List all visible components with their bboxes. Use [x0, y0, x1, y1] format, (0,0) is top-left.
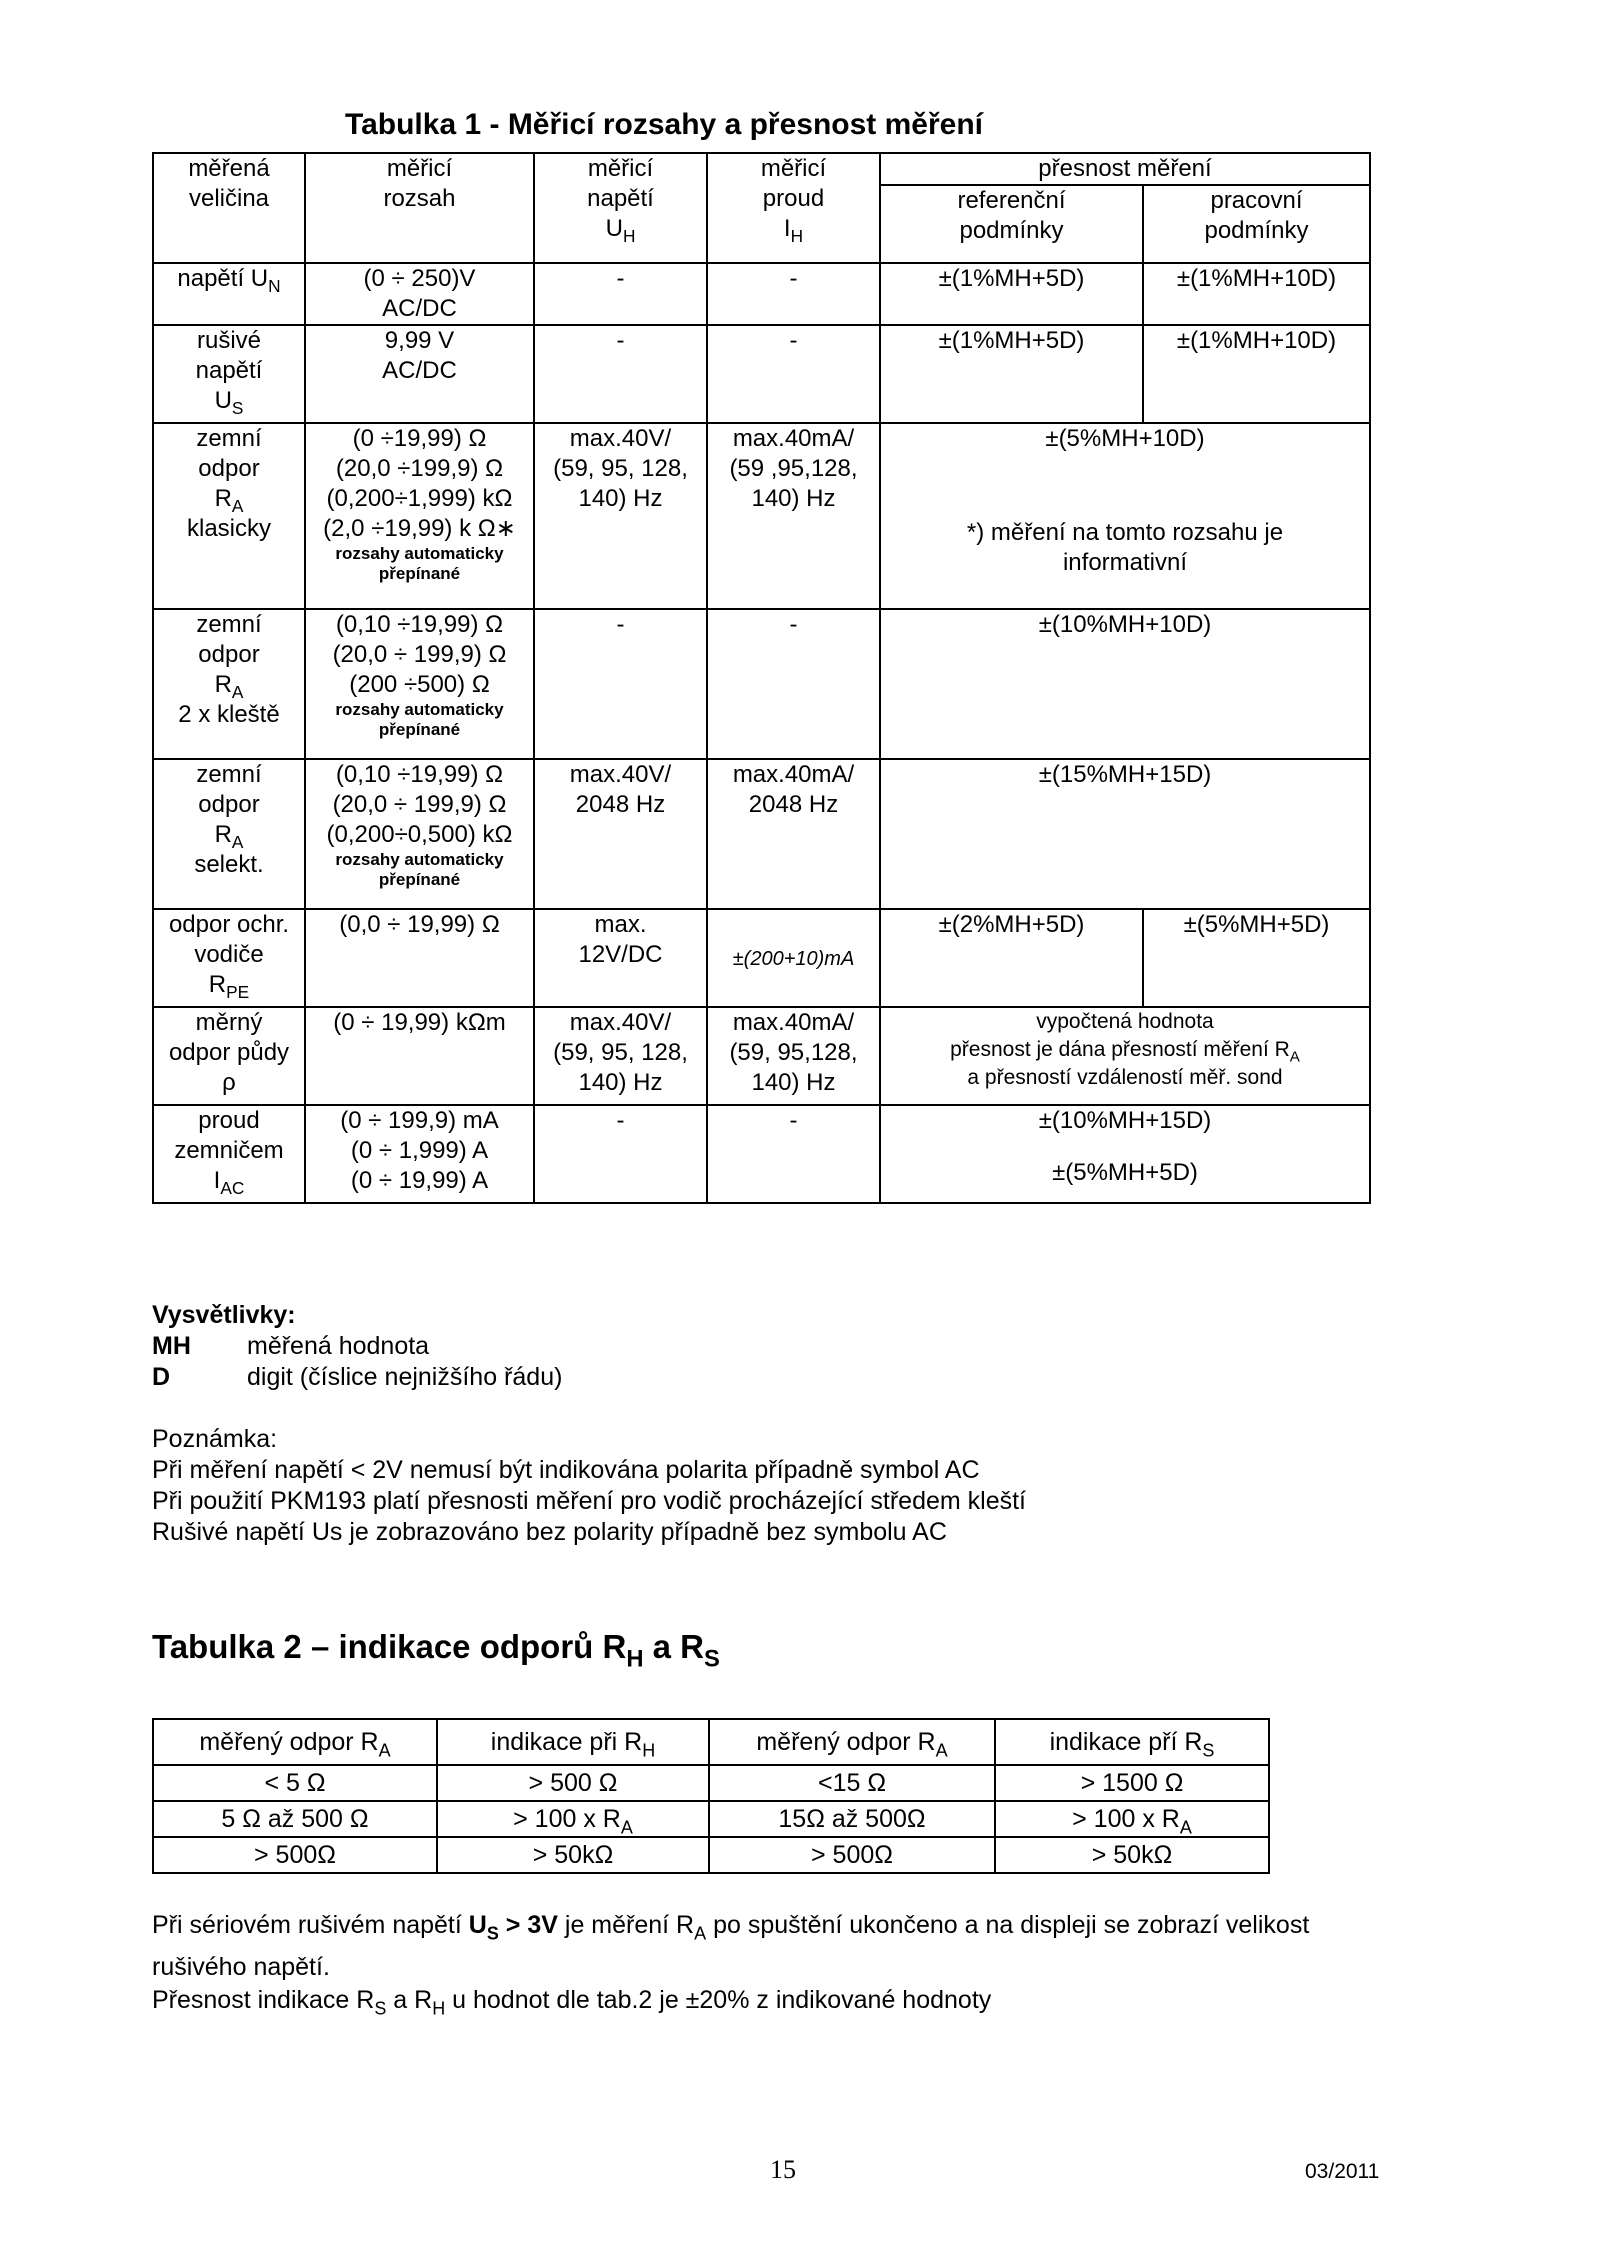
table1-title: Tabulka 1 - Měřicí rozsahy a přesnost měření: [345, 108, 983, 141]
table2-cell: > 500Ω: [153, 1837, 437, 1873]
table2-cell: 5 Ω až 500 Ω: [153, 1801, 437, 1837]
row-accuracy: ±(10%MH+10D): [880, 609, 1370, 759]
table1-header-row: [153, 153, 1370, 185]
table2-cell: > 100 x $R_A$: [995, 1801, 1269, 1837]
table-row: [153, 1765, 1269, 1801]
row-range: (0 ÷ 199,9) mA (0 ÷ 1,999) A (0 ÷ 19,99) A: [305, 1105, 534, 1203]
row-ref-accuracy: ±(2%MH+5D): [880, 909, 1143, 1007]
note-line: Při měření napětí < 2V nemusí být indikována polarita případně symbol AC: [152, 1456, 980, 1484]
header-current: měřicí proud $I_H$: [707, 153, 880, 263]
row-quantity: zemní odpor $R_A$ klasicky: [153, 423, 305, 609]
table-row: [153, 325, 1370, 423]
row-voltage: max.40V/ (59, 95, 128, 140) Hz: [534, 1007, 707, 1105]
table1: [152, 152, 1371, 1204]
table-row: [153, 423, 1370, 609]
row-quantity: zemní odpor $R_A$ 2 x kleště: [153, 609, 305, 759]
note-line: Při použití PKM193 platí přesnosti měření pro vodič procházející středem kleští: [152, 1487, 1026, 1515]
table-row: [153, 1837, 1269, 1873]
row-ref-accuracy: ±(1%MH+5D): [880, 325, 1143, 423]
table2-cell: < 5 Ω: [153, 1765, 437, 1801]
header-ref-conditions: referenční podmínky: [880, 185, 1143, 263]
header-accuracy: přesnost měření: [880, 153, 1370, 185]
row-range: (0,10 ÷19,99) Ω (20,0 ÷ 199,9) Ω (0,200÷0,500) kΩ rozsahy automaticky přepínané: [305, 759, 534, 909]
row-current: -: [707, 263, 880, 325]
row-voltage: max.40V/ 2048 Hz: [534, 759, 707, 909]
legend-item: MH měřená hodnota: [152, 1332, 430, 1360]
table2-cell: > 100 x $R_A$: [437, 1801, 709, 1837]
row-current: -: [707, 609, 880, 759]
row-voltage: max. 12V/DC: [534, 909, 707, 1007]
table-row: [153, 609, 1370, 759]
table2-cell: <15 Ω: [709, 1765, 995, 1801]
row-range: 9,99 V AC/DC: [305, 325, 534, 423]
note-line: Rušivé napětí Us je zobrazováno bez polarity případně bez symbolu AC: [152, 1518, 947, 1546]
table2: [152, 1718, 1270, 1874]
table2-cell: > 50kΩ: [995, 1837, 1269, 1873]
row-voltage: -: [534, 609, 707, 759]
table2-cell: > 50kΩ: [437, 1837, 709, 1873]
row-current: max.40mA/ (59, 95,128, 140) Hz: [707, 1007, 880, 1105]
table-row: [153, 1801, 1269, 1837]
row-current: max.40mA/ (59 ,95,128, 140) Hz: [707, 423, 880, 609]
row-range: (0 ÷19,99) Ω (20,0 ÷199,9) Ω (0,200÷1,999) kΩ (2,0 ÷19,99) k Ω∗ rozsahy automaticky přepínané: [305, 423, 534, 609]
row-work-accuracy: ±(5%MH+5D): [1143, 909, 1370, 1007]
table-row: [153, 759, 1370, 909]
table2-header-row: [153, 1719, 1269, 1765]
row-voltage: max.40V/ (59, 95, 128, 140) Hz: [534, 423, 707, 609]
row-range: (0 ÷ 19,99) kΩm: [305, 1007, 534, 1105]
row-current: ±(200+10)mA: [707, 909, 880, 1007]
table2-header-cell: měřený odpor $R_A$: [709, 1719, 995, 1765]
row-current: -: [707, 325, 880, 423]
row-range: (0 ÷ 250)V AC/DC: [305, 263, 534, 325]
table2-header-cell: indikace pří $R_S$: [995, 1719, 1269, 1765]
table-row: [153, 909, 1370, 1007]
row-quantity: rušivé napětí $U_S$: [153, 325, 305, 423]
table2-header-cell: měřený odpor $R_A$: [153, 1719, 437, 1765]
table2-cell: > 500Ω: [709, 1837, 995, 1873]
row-current: -: [707, 1105, 880, 1203]
page-number: 15: [770, 2155, 796, 2184]
row-quantity: napětí $U_N$: [153, 263, 305, 325]
header-range: měřicí rozsah: [305, 153, 534, 263]
row-accuracy: ±(15%MH+15D): [880, 759, 1370, 909]
row-work-accuracy: ±(1%MH+10D): [1143, 263, 1370, 325]
table-row: [153, 263, 1370, 325]
row-work-accuracy: ±(1%MH+10D): [1143, 325, 1370, 423]
row-voltage: -: [534, 325, 707, 423]
row-accuracy: vypočtená hodnota přesnost je dána přesností měření $R_A$ a přesností vzdáleností měř. sond: [880, 1007, 1370, 1105]
row-accuracy: ±(10%MH+15D) ±(5%MH+5D): [880, 1105, 1370, 1203]
row-accuracy: ±(5%MH+10D) *) měření na tomto rozsahu je informativní: [880, 423, 1370, 609]
table2-header-cell: indikace při $R_H$: [437, 1719, 709, 1765]
header-voltage: měřicí napětí $U_H$: [534, 153, 707, 263]
row-quantity: proud zemničem $I_{AC}$: [153, 1105, 305, 1203]
table-row: [153, 1007, 1370, 1105]
row-quantity: zemní odpor $R_A$ selekt.: [153, 759, 305, 909]
row-quantity: odpor ochr. vodiče $R_{PE}$: [153, 909, 305, 1007]
legend-title: Vysvětlivky:: [152, 1301, 296, 1329]
table2-cell: 15Ω až 500Ω: [709, 1801, 995, 1837]
table2-cell: > 500 Ω: [437, 1765, 709, 1801]
paragraph-line: rušivého napětí.: [152, 1953, 330, 1981]
row-voltage: -: [534, 263, 707, 325]
notes-title: Poznámka:: [152, 1425, 278, 1453]
row-range: (0,10 ÷19,99) Ω (20,0 ÷ 199,9) Ω (200 ÷500) Ω rozsahy automaticky přepínané: [305, 609, 534, 759]
row-ref-accuracy: ±(1%MH+5D): [880, 263, 1143, 325]
row-quantity: měrný odpor půdy ρ: [153, 1007, 305, 1105]
legend-item: D digit (číslice nejnižšího řádu): [152, 1363, 563, 1391]
row-current: max.40mA/ 2048 Hz: [707, 759, 880, 909]
row-voltage: -: [534, 1105, 707, 1203]
header-quantity: měřená veličina: [153, 153, 305, 263]
paragraph-series-interference: Při sériovém rušivém napětí $U_S > 3V$ je měření $R_A$ po spuštění ukončeno a na displeji se zobrazí velikost: [152, 1911, 1310, 1944]
table2-cell: > 1500 Ω: [995, 1765, 1269, 1801]
table2-title: Tabulka 2 – indikace odporů $R_H$ a $R_S$: [152, 1628, 720, 1673]
paragraph-accuracy: Přesnost indikace $R_S$ a $R_H$ u hodnot dle tab.2 je ±20% z indikované hodnoty: [152, 1986, 992, 2019]
table-row: [153, 1105, 1370, 1203]
page-date: 03/2011: [1305, 2160, 1380, 2183]
row-range: (0,0 ÷ 19,99) Ω: [305, 909, 534, 1007]
header-work-conditions: pracovní podmínky: [1143, 185, 1370, 263]
